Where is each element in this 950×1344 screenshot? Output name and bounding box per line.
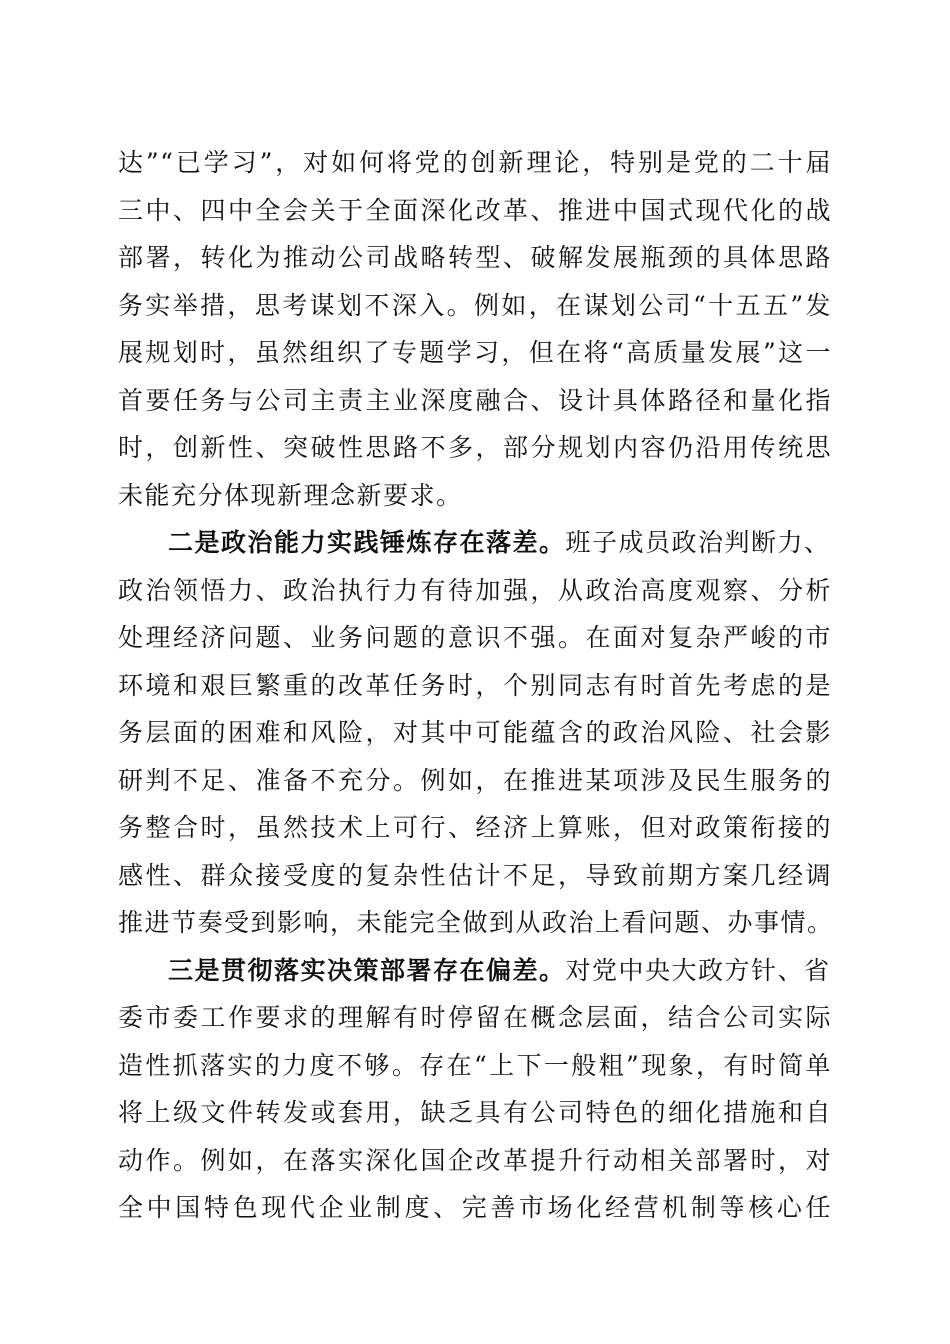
text-line: 未能充分体现新理念新要求。 bbox=[118, 480, 463, 510]
paragraph-lead-rest: 班子成员政治判断力、 bbox=[565, 528, 831, 557]
paragraph-1 bbox=[118, 139, 832, 519]
paragraph-3 bbox=[118, 947, 832, 1232]
text-line: 时，创新性、突破性思路不多，部分规划内容仍沿用传统思 bbox=[118, 433, 832, 462]
text-line: 务整合时，虽然技术上可行、经济上算账，但对政策衔接的 bbox=[118, 813, 832, 842]
text-line: 推进节奏受到影响，未能完全做到从政治上看问题、办事情。 bbox=[118, 908, 834, 937]
text-line: 展规划时，虽然组织了专题学习，但在将“高质量发展”这一 bbox=[118, 338, 832, 367]
text-line bbox=[118, 519, 832, 567]
paragraph-lead-rest: 对党中央大政方针、省 bbox=[565, 955, 831, 985]
text-line: 将上级文件转发或套用，缺乏具有公司特色的细化措施和自 bbox=[118, 1098, 832, 1127]
text-line bbox=[118, 947, 832, 995]
text-line: 务实举措，思考谋划不深入。例如，在谋划公司“十五五”发 bbox=[118, 290, 832, 320]
paragraph-lead: 三是贯彻落实决策部署存在偏差。 bbox=[168, 955, 566, 985]
text-line: 处理经济问题、业务问题的意识不强。在面对复杂严峻的市 bbox=[118, 623, 832, 652]
text-line: 首要任务与公司主责主业深度融合、设计具体路径和量化指 bbox=[118, 385, 832, 415]
text-line: 政治领悟力、政治执行力有待加强，从政治高度观察、分析 bbox=[118, 575, 832, 605]
text-line: 动作。例如，在落实深化国企改革提升行动相关部署时，对 bbox=[118, 1145, 832, 1175]
text-line: 感性、群众接受度的复杂性估计不足，导致前期方案几经调 bbox=[118, 860, 832, 890]
text-line: 三中、四中全会关于全面深化改革、推进中国式现代化的战 bbox=[118, 195, 832, 225]
text-line: 研判不足、准备不充分。例如，在推进某项涉及民生服务的 bbox=[118, 765, 832, 795]
text-line: 环境和艰巨繁重的改革任务时，个别同志有时首先考虑的是 bbox=[118, 670, 832, 700]
text-line: 委市委工作要求的理解有时停留在概念层面，结合公司实际 bbox=[118, 1003, 832, 1032]
text-line: 造性抓落实的力度不够。存在“上下一般粗”现象，有时简单 bbox=[118, 1050, 832, 1080]
paragraph-lead: 二是政治能力实践锤炼存在落差。 bbox=[168, 528, 566, 557]
text-line: 务层面的困难和风险，对其中可能蕴含的政治风险、社会影 bbox=[118, 718, 832, 747]
text-line: 达”“已学习”，对如何将党的创新理论，特别是党的二十届 bbox=[118, 148, 832, 177]
paragraph-2 bbox=[118, 519, 832, 947]
text-line: 全中国特色现代企业制度、完善市场化经营机制等核心任 bbox=[118, 1193, 832, 1222]
body-text bbox=[118, 139, 832, 1232]
text-line: 部署，转化为推动公司战略转型、破解发展瓶颈的具体思路 bbox=[118, 243, 832, 272]
